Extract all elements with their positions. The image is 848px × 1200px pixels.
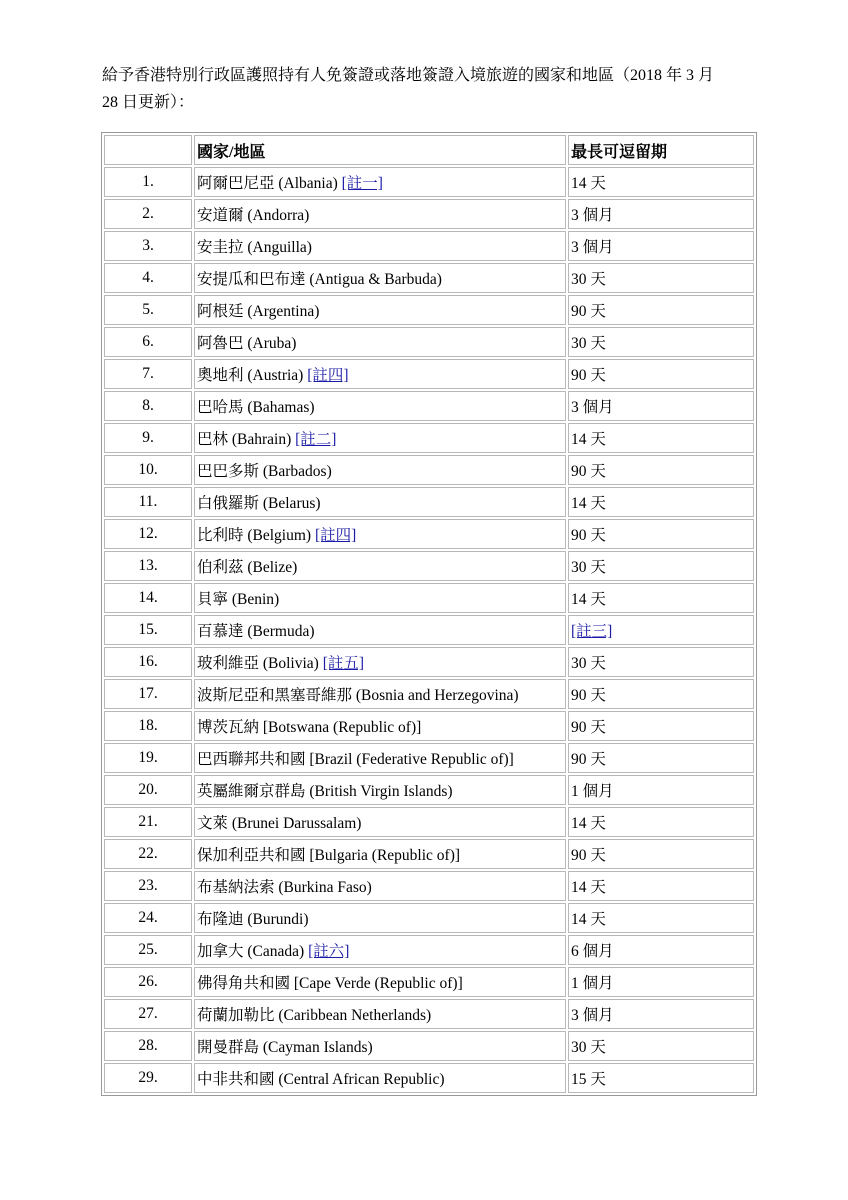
row-number: 3.	[104, 231, 192, 261]
country-cell	[194, 295, 566, 325]
country-name: 巴哈馬 (Bahamas)	[197, 399, 315, 416]
table-row	[104, 231, 754, 261]
table-row	[104, 807, 754, 837]
country-cell	[194, 391, 566, 421]
stay-cell: 90 天	[568, 839, 754, 869]
table-row	[104, 679, 754, 709]
country-name: 保加利亞共和國 [Bulgaria (Republic of)]	[197, 847, 461, 864]
stay-cell: 3 個月	[568, 231, 754, 261]
row-number: 17.	[104, 679, 192, 709]
country-cell	[194, 935, 566, 965]
stay-cell	[568, 615, 754, 645]
country-name: 伯利茲 (Belize)	[197, 559, 298, 576]
table-row	[104, 935, 754, 965]
country-cell	[194, 551, 566, 581]
table-row	[104, 647, 754, 677]
stay-cell: 3 個月	[568, 199, 754, 229]
country-name: 百慕達 (Bermuda)	[197, 623, 315, 640]
country-cell	[194, 1031, 566, 1061]
stay-cell: 14 天	[568, 423, 754, 453]
country-cell	[194, 999, 566, 1029]
table-row	[104, 615, 754, 645]
row-number: 20.	[104, 775, 192, 805]
row-number: 2.	[104, 199, 192, 229]
stay-cell: 14 天	[568, 807, 754, 837]
country-cell	[194, 903, 566, 933]
country-cell	[194, 679, 566, 709]
country-name: 中非共和國 (Central African Republic)	[197, 1071, 445, 1088]
stay-cell: 14 天	[568, 583, 754, 613]
country-cell	[194, 263, 566, 293]
table-row	[104, 999, 754, 1029]
row-number: 1.	[104, 167, 192, 197]
stay-cell: 6 個月	[568, 935, 754, 965]
table-row	[104, 551, 754, 581]
table-row	[104, 871, 754, 901]
stay-cell: 30 天	[568, 647, 754, 677]
country-name: 博茨瓦納 [Botswana (Republic of)]	[197, 719, 422, 736]
country-name: 開曼群島 (Cayman Islands)	[197, 1039, 373, 1056]
table-row	[104, 199, 754, 229]
note-link[interactable]: [註一]	[341, 175, 383, 192]
table-row	[104, 295, 754, 325]
table-row	[104, 487, 754, 517]
country-name: 文萊 (Brunei Darussalam)	[197, 815, 362, 832]
row-number: 23.	[104, 871, 192, 901]
stay-cell: 3 個月	[568, 999, 754, 1029]
country-name: 白俄羅斯 (Belarus)	[197, 495, 321, 512]
stay-cell: 14 天	[568, 903, 754, 933]
row-number: 7.	[104, 359, 192, 389]
country-name: 波斯尼亞和黑塞哥維那 (Bosnia and Herzegovina)	[197, 687, 519, 704]
country-name: 荷蘭加勒比 (Caribbean Netherlands)	[197, 1007, 432, 1024]
header-country: 國家/地區	[194, 135, 566, 165]
country-cell	[194, 743, 566, 773]
stay-cell: 30 天	[568, 1031, 754, 1061]
country-cell	[194, 167, 566, 197]
table-row	[104, 967, 754, 997]
row-number: 5.	[104, 295, 192, 325]
note-link[interactable]: [註四]	[307, 367, 349, 384]
country-name: 比利時 (Belgium)	[197, 527, 312, 544]
country-name: 布基納法索 (Burkina Faso)	[197, 879, 372, 896]
row-number: 19.	[104, 743, 192, 773]
country-cell	[194, 359, 566, 389]
row-number: 4.	[104, 263, 192, 293]
row-number: 22.	[104, 839, 192, 869]
country-name: 巴林 (Bahrain)	[197, 431, 292, 448]
note-link[interactable]: [註二]	[295, 431, 337, 448]
row-number: 10.	[104, 455, 192, 485]
table-row	[104, 1031, 754, 1061]
table-row	[104, 167, 754, 197]
table-row	[104, 519, 754, 549]
country-name: 阿魯巴 (Aruba)	[197, 335, 297, 352]
country-name: 奧地利 (Austria)	[197, 367, 304, 384]
country-cell	[194, 423, 566, 453]
table-row	[104, 583, 754, 613]
table-row	[104, 391, 754, 421]
country-cell	[194, 839, 566, 869]
row-number: 12.	[104, 519, 192, 549]
country-name: 佛得角共和國 [Cape Verde (Republic of)]	[197, 975, 463, 992]
stay-cell: 3 個月	[568, 391, 754, 421]
country-cell	[194, 1063, 566, 1093]
country-cell	[194, 711, 566, 741]
country-cell	[194, 487, 566, 517]
table-row	[104, 359, 754, 389]
visa-table	[101, 132, 757, 1096]
table-row	[104, 423, 754, 453]
table-row	[104, 263, 754, 293]
header-max-stay: 最長可逗留期	[568, 135, 754, 165]
country-name: 加拿大 (Canada)	[197, 943, 305, 960]
row-number: 6.	[104, 327, 192, 357]
stay-cell: 14 天	[568, 487, 754, 517]
row-number: 11.	[104, 487, 192, 517]
row-number: 21.	[104, 807, 192, 837]
stay-cell: 30 天	[568, 551, 754, 581]
stay-cell: 30 天	[568, 263, 754, 293]
stay-cell: 90 天	[568, 679, 754, 709]
country-name: 玻利維亞 (Bolivia)	[197, 655, 319, 672]
table-row	[104, 455, 754, 485]
row-number: 18.	[104, 711, 192, 741]
row-number: 8.	[104, 391, 192, 421]
row-number: 9.	[104, 423, 192, 453]
country-name: 安圭拉 (Anguilla)	[197, 239, 312, 256]
table-row	[104, 743, 754, 773]
row-number: 29.	[104, 1063, 192, 1093]
header-number	[104, 135, 192, 165]
country-cell	[194, 583, 566, 613]
note-link[interactable]: [註五]	[322, 655, 365, 672]
country-name: 阿根廷 (Argentina)	[197, 303, 320, 320]
country-name: 布隆迪 (Burundi)	[197, 911, 309, 928]
country-cell	[194, 231, 566, 261]
stay-cell: 14 天	[568, 167, 754, 197]
table-body	[104, 167, 754, 1093]
stay-cell: 90 天	[568, 519, 754, 549]
country-name: 英屬維爾京群島 (British Virgin Islands)	[197, 783, 453, 800]
country-name: 貝寧 (Benin)	[197, 591, 280, 608]
page-intro: 給予香港特別行政區護照持有人免簽證或落地簽證入境旅遊的國家和地區（2018 年 3 月 28 日更新）：	[102, 67, 715, 111]
row-number: 27.	[104, 999, 192, 1029]
stay-cell: 90 天	[568, 359, 754, 389]
stay-cell: 14 天	[568, 871, 754, 901]
country-cell	[194, 807, 566, 837]
row-number: 24.	[104, 903, 192, 933]
stay-cell: 1 個月	[568, 775, 754, 805]
country-cell	[194, 775, 566, 805]
table-row	[104, 839, 754, 869]
country-cell	[194, 615, 566, 645]
note-link[interactable]: [註六]	[308, 943, 350, 960]
country-cell	[194, 327, 566, 357]
country-name: 巴西聯邦共和國 [Brazil (Federative Republic of)]	[197, 751, 514, 768]
row-number: 25.	[104, 935, 192, 965]
row-number: 26.	[104, 967, 192, 997]
table-header-row	[104, 135, 754, 165]
stay-cell: 90 天	[568, 743, 754, 773]
stay-cell: 90 天	[568, 295, 754, 325]
row-number: 28.	[104, 1031, 192, 1061]
stay-cell: 1 個月	[568, 967, 754, 997]
row-number: 16.	[104, 647, 192, 677]
country-cell	[194, 647, 566, 677]
country-cell	[194, 967, 566, 997]
country-cell	[194, 199, 566, 229]
row-number: 14.	[104, 583, 192, 613]
country-cell	[194, 519, 566, 549]
country-name: 安提瓜和巴布達 (Antigua & Barbuda)	[197, 271, 442, 288]
country-name: 阿爾巴尼亞 (Albania)	[197, 175, 338, 192]
table-row	[104, 903, 754, 933]
country-cell	[194, 455, 566, 485]
stay-cell: 15 天	[568, 1063, 754, 1093]
table-row	[104, 711, 754, 741]
table-row	[104, 775, 754, 805]
country-name: 安道爾 (Andorra)	[197, 207, 310, 224]
table-row	[104, 327, 754, 357]
row-number: 13.	[104, 551, 192, 581]
table-row	[104, 1063, 754, 1093]
stay-cell: 30 天	[568, 327, 754, 357]
row-number: 15.	[104, 615, 192, 645]
note-link[interactable]: [註四]	[314, 527, 357, 544]
stay-cell: 90 天	[568, 711, 754, 741]
stay-note-link[interactable]: [註三]	[571, 623, 613, 640]
stay-cell: 90 天	[568, 455, 754, 485]
country-cell	[194, 871, 566, 901]
country-name: 巴巴多斯 (Barbados)	[197, 463, 332, 480]
